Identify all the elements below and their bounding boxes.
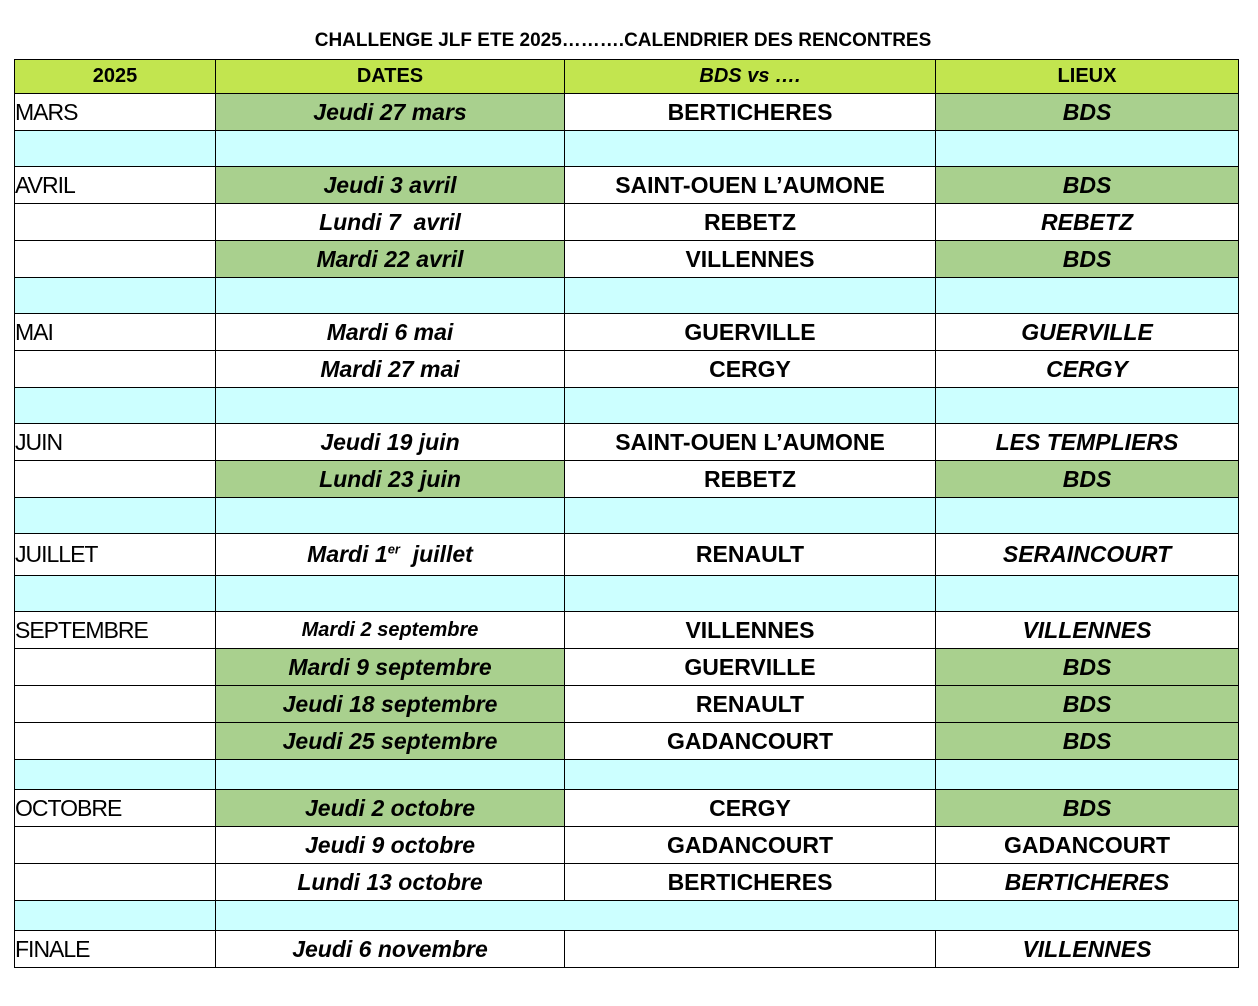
opponent-cell: BERTICHERES xyxy=(565,94,936,131)
date-cell: Jeudi 3 avril xyxy=(216,167,565,204)
month-cell: AVRIL xyxy=(15,167,216,204)
date-cell: Jeudi 18 septembre xyxy=(216,686,565,723)
opponent-cell: CERGY xyxy=(565,790,936,827)
place-cell: LES TEMPLIERS xyxy=(936,424,1239,461)
separator-row xyxy=(15,388,1239,424)
opponent-cell: SAINT-OUEN L’AUMONE xyxy=(565,424,936,461)
separator-row xyxy=(15,901,1239,931)
date-cell: Lundi 7 avril xyxy=(216,204,565,241)
opponent-cell: RENAULT xyxy=(565,686,936,723)
separator-row xyxy=(15,278,1239,314)
opponent-cell xyxy=(565,931,936,968)
month-cell xyxy=(15,864,216,901)
date-cell: Mardi 2 septembre xyxy=(216,612,565,649)
table-row xyxy=(15,534,1239,576)
separator-row xyxy=(15,498,1239,534)
month-cell xyxy=(15,686,216,723)
month-cell: FINALE xyxy=(15,931,216,968)
month-cell: OCTOBRE xyxy=(15,790,216,827)
place-cell: BERTICHERES xyxy=(936,864,1239,901)
separator-row xyxy=(15,760,1239,790)
separator-row xyxy=(15,576,1239,612)
month-cell: JUIN xyxy=(15,424,216,461)
opponent-cell: BERTICHERES xyxy=(565,864,936,901)
table-row xyxy=(15,649,1239,686)
table-row xyxy=(15,94,1239,131)
calendar-table xyxy=(14,59,1239,968)
date-cell: Mardi 6 mai xyxy=(216,314,565,351)
place-cell: GUERVILLE xyxy=(936,314,1239,351)
date-cell: Mardi 27 mai xyxy=(216,351,565,388)
month-cell xyxy=(15,351,216,388)
date-cell xyxy=(216,534,565,576)
opponent-cell: CERGY xyxy=(565,351,936,388)
month-cell xyxy=(15,723,216,760)
opponent-cell: REBETZ xyxy=(565,204,936,241)
month-cell: MAI xyxy=(15,314,216,351)
opponent-cell: REBETZ xyxy=(565,461,936,498)
page-title: CHALLENGE JLF ETE 2025……….CALENDRIER DES RENCONTRES xyxy=(314,30,932,51)
table-row xyxy=(15,424,1239,461)
opponent-cell: VILLENNES xyxy=(565,241,936,278)
table-row xyxy=(15,723,1239,760)
date-text: juillet xyxy=(412,541,473,567)
header-row xyxy=(15,60,1239,94)
table-row xyxy=(15,461,1239,498)
opponent-cell: RENAULT xyxy=(565,534,936,576)
place-cell: VILLENNES xyxy=(936,612,1239,649)
month-cell xyxy=(15,649,216,686)
opponent-cell: GUERVILLE xyxy=(565,649,936,686)
place-cell: CERGY xyxy=(936,351,1239,388)
month-cell xyxy=(15,461,216,498)
table-row xyxy=(15,167,1239,204)
header-dates: DATES xyxy=(216,60,565,94)
date-text: Mardi 1 xyxy=(307,541,388,567)
date-cell: Lundi 23 juin xyxy=(216,461,565,498)
place-cell: BDS xyxy=(936,241,1239,278)
date-cell: Jeudi 25 septembre xyxy=(216,723,565,760)
opponent-cell: GADANCOURT xyxy=(565,723,936,760)
month-cell: JUILLET xyxy=(15,534,216,576)
month-cell xyxy=(15,241,216,278)
separator-row xyxy=(15,131,1239,167)
table-row xyxy=(15,686,1239,723)
place-cell: BDS xyxy=(936,649,1239,686)
date-cell: Lundi 13 octobre xyxy=(216,864,565,901)
date-cell: Mardi 9 septembre xyxy=(216,649,565,686)
opponent-cell: GADANCOURT xyxy=(565,827,936,864)
date-cell: Mardi 22 avril xyxy=(216,241,565,278)
place-cell: BDS xyxy=(936,167,1239,204)
table-row xyxy=(15,612,1239,649)
table-row xyxy=(15,241,1239,278)
header-year: 2025 xyxy=(15,60,216,94)
month-cell xyxy=(15,827,216,864)
table-row xyxy=(15,351,1239,388)
table-row xyxy=(15,314,1239,351)
place-cell: BDS xyxy=(936,94,1239,131)
month-cell xyxy=(15,204,216,241)
date-cell: Jeudi 9 octobre xyxy=(216,827,565,864)
header-opponent: BDS vs …. xyxy=(565,60,936,94)
table-row xyxy=(15,204,1239,241)
date-superscript: er xyxy=(387,541,400,557)
date-cell: Jeudi 2 octobre xyxy=(216,790,565,827)
opponent-cell: VILLENNES xyxy=(565,612,936,649)
date-cell: Jeudi 6 novembre xyxy=(216,931,565,968)
table-row xyxy=(15,931,1239,968)
date-cell: Jeudi 27 mars xyxy=(216,94,565,131)
place-cell: VILLENNES xyxy=(936,931,1239,968)
place-cell: BDS xyxy=(936,461,1239,498)
table-row xyxy=(15,864,1239,901)
place-cell: BDS xyxy=(936,686,1239,723)
table-row xyxy=(15,827,1239,864)
header-place: LIEUX xyxy=(936,60,1239,94)
place-cell: BDS xyxy=(936,790,1239,827)
month-cell: SEPTEMBRE xyxy=(15,612,216,649)
place-cell: REBETZ xyxy=(936,204,1239,241)
place-cell: SERAINCOURT xyxy=(936,534,1239,576)
place-cell: BDS xyxy=(936,723,1239,760)
opponent-cell: GUERVILLE xyxy=(565,314,936,351)
month-cell: MARS xyxy=(15,94,216,131)
opponent-cell: SAINT-OUEN L’AUMONE xyxy=(565,167,936,204)
table-row xyxy=(15,790,1239,827)
date-cell: Jeudi 19 juin xyxy=(216,424,565,461)
place-cell: GADANCOURT xyxy=(936,827,1239,864)
